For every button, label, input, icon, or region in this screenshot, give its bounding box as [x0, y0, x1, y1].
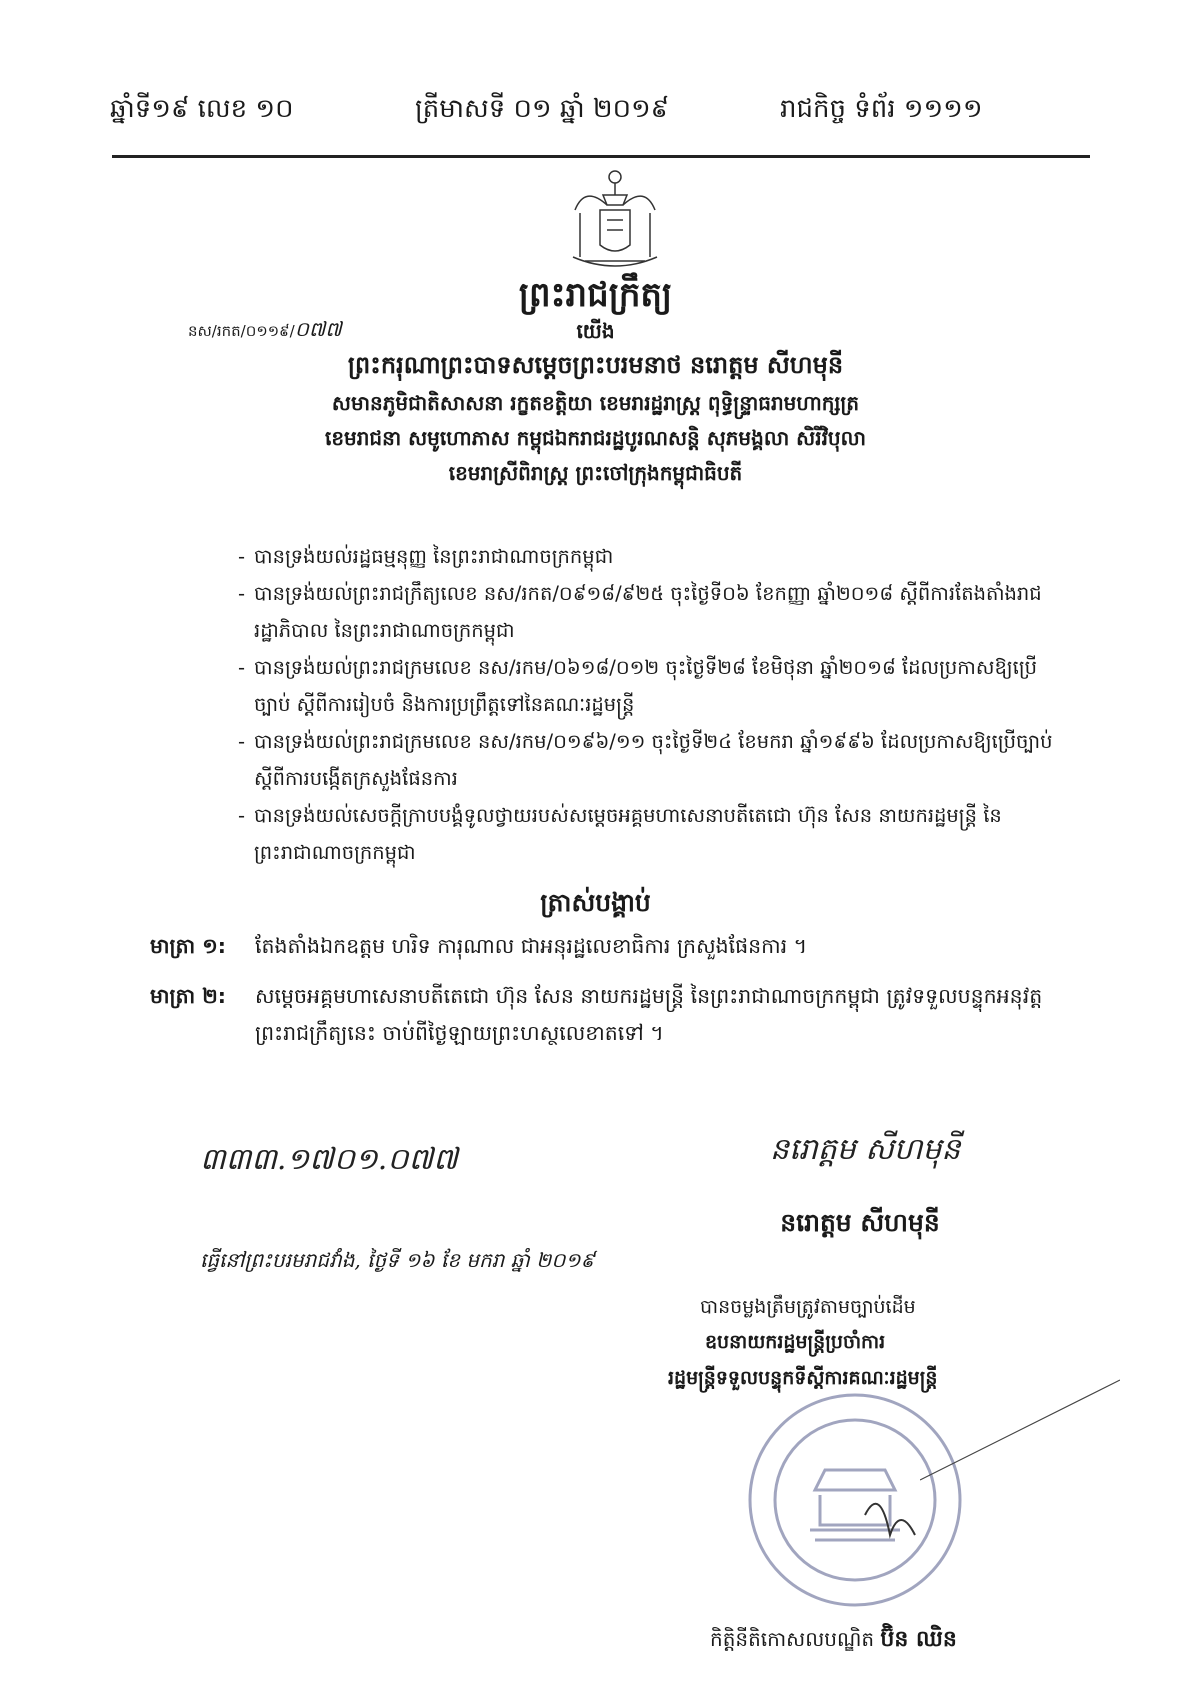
reference-number-handwritten: ០៧៧ [294, 317, 342, 341]
gazette-header [110, 92, 1090, 152]
reference-item: - បានទ្រង់យល់រដ្ឋធម្មនុញ្ញ នៃព្រះរាជាណាចក្រកម្ពុជា [238, 538, 1058, 575]
reference-item: - បានទ្រង់យល់សេចក្តីក្រាបបង្គំទូលថ្វាយរបស់សម្តេចអគ្គមហាសេនាបតីតេជោ ហ៊ុន សែន នាយករដ្ឋមន្ត្រី នៃព្រះរាជាណាចក្រកម្ពុជា [238, 797, 1058, 871]
signature-stroke-icon [920, 1370, 1120, 1490]
royal-title-line: ខេមរាជនា សមូហោភាស កម្ពុជឯករាជរដ្ឋបូរណសន្តិ សុភមង្គលា សិរីវិបុលា [324, 426, 867, 450]
article-label: មាត្រា ១: [150, 934, 226, 958]
reference-list [238, 538, 1058, 871]
header-quarter: ត្រីមាសទី ០១ ឆ្នាំ ២០១៩ [415, 94, 670, 124]
king-title: ព្រះករុណាព្រះបាទសម្តេចព្រះបរមនាថ នរោត្តម សីហមុនី [347, 351, 844, 379]
royal-title-line: សមានភូមិជាតិសាសនា រក្ខតខត្តិយា ខេមរារដ្ឋរាស្ត្រ ពុទ្ធិន្ទ្រាធរាមហាក្សត្រ [331, 391, 860, 415]
minister-name: ប៊ិន ឈិន [880, 1627, 957, 1652]
document-title: ព្រះរាជក្រឹត្យ [518, 275, 673, 315]
article-text: សម្តេចអគ្គមហាសេនាបតីតេជោ ហ៊ុន សែន នាយករដ្ឋមន្ត្រី នៃព្រះរាជាណាចក្រកម្ពុជា ត្រូវទទួលបន្ទុកអនុវត្តព្រះរាជក្រឹត្យនេះ ចាប់ពីថ្ងៃឡាយព្រះហស្ថលេខាតទៅ ។ [255, 984, 1043, 1045]
intro-we: យើង [576, 319, 615, 343]
reference-number-printed: នស/រកត/០១១៩/ [188, 322, 295, 340]
reference-item: - បានទ្រង់យល់ព្រះរាជក្រមលេខ នស/រកម/០១៩៦/១១ ចុះថ្ងៃទី២៤ ខែមករា ឆ្នាំ១៩៩៦ ដែលប្រកាសឱ្យប្រើច្បាប់ ស្តីពីការបង្កើតក្រសួងផែនការ [238, 723, 1058, 797]
article-label: មាត្រា ២: [150, 984, 226, 1008]
king-name: នរោត្តម សីហមុនី [780, 1208, 940, 1237]
header-issue: ឆ្នាំទី១៩ លេខ ១០ [110, 94, 294, 124]
minister-honorific: កិត្តិនីតិកោសលបណ្ឌិត [710, 1627, 875, 1651]
certified-copy-text: បានចម្លងត្រឹមត្រូវតាមច្បាប់ដើម [700, 1296, 916, 1318]
decree-heading: ត្រាស់បង្គាប់ [540, 888, 651, 917]
royal-title-line: ខេមរាស្រីពិរាស្ត្រ ព្រះចៅក្រុងកម្ពុជាធិបតី [448, 461, 743, 485]
king-signature: នរោត្តម សីហមុនី [770, 1132, 961, 1167]
article-2 [150, 978, 1070, 1052]
handwritten-registration-number: ៣៣៣.១៧០១.០៧៧ [200, 1142, 458, 1177]
place-and-date: ធ្វើនៅព្រះបរមរាជវាំង, ថ្ងៃទី ១៦ ខែ មករា ឆ្នាំ ២០១៩ [200, 1248, 595, 1272]
deputy-pm-title: ឧបនាយករដ្ឋមន្ត្រីប្រចាំការ [705, 1331, 886, 1353]
header-page: រាជកិច្ច ទំព័រ ១១១១ [780, 94, 983, 124]
royal-emblem-icon [555, 165, 675, 277]
header-rule [112, 155, 1090, 158]
article-text: តែងតាំងឯកឧត្តម ហរិទ ការុណាល ជាអនុរដ្ឋលេខាធិការ ក្រសួងផែនការ ។ [255, 934, 808, 958]
minister-signatory [710, 1625, 957, 1657]
reference-item: - បានទ្រង់យល់ព្រះរាជក្រមលេខ នស/រកម/០៦១៨/០១២ ចុះថ្ងៃទី២៨ ខែមិថុនា ឆ្នាំ២០១៨ ដែលប្រកាសឱ្យប្រើច្បាប់ ស្តីពីការរៀបចំ និងការប្រព្រឹត្តទៅនៃគណៈរដ្ឋមន្ត្រី [238, 649, 1058, 723]
article-1 [150, 928, 1070, 965]
minister-title: រដ្ឋមន្ត្រីទទួលបន្ទុកទីស្តីការគណៈរដ្ឋមន្ត្រី [668, 1367, 938, 1389]
reference-item: - បានទ្រង់យល់ព្រះរាជក្រឹត្យលេខ នស/រកត/០៩១៨/៩២៥ ចុះថ្ងៃទី០៦ ខែកញ្ញា ឆ្នាំ២០១៨ ស្តីពីការតែងតាំងរាជរដ្ឋាភិបាល នៃព្រះរាជាណាចក្រកម្ពុជា [238, 575, 1058, 649]
